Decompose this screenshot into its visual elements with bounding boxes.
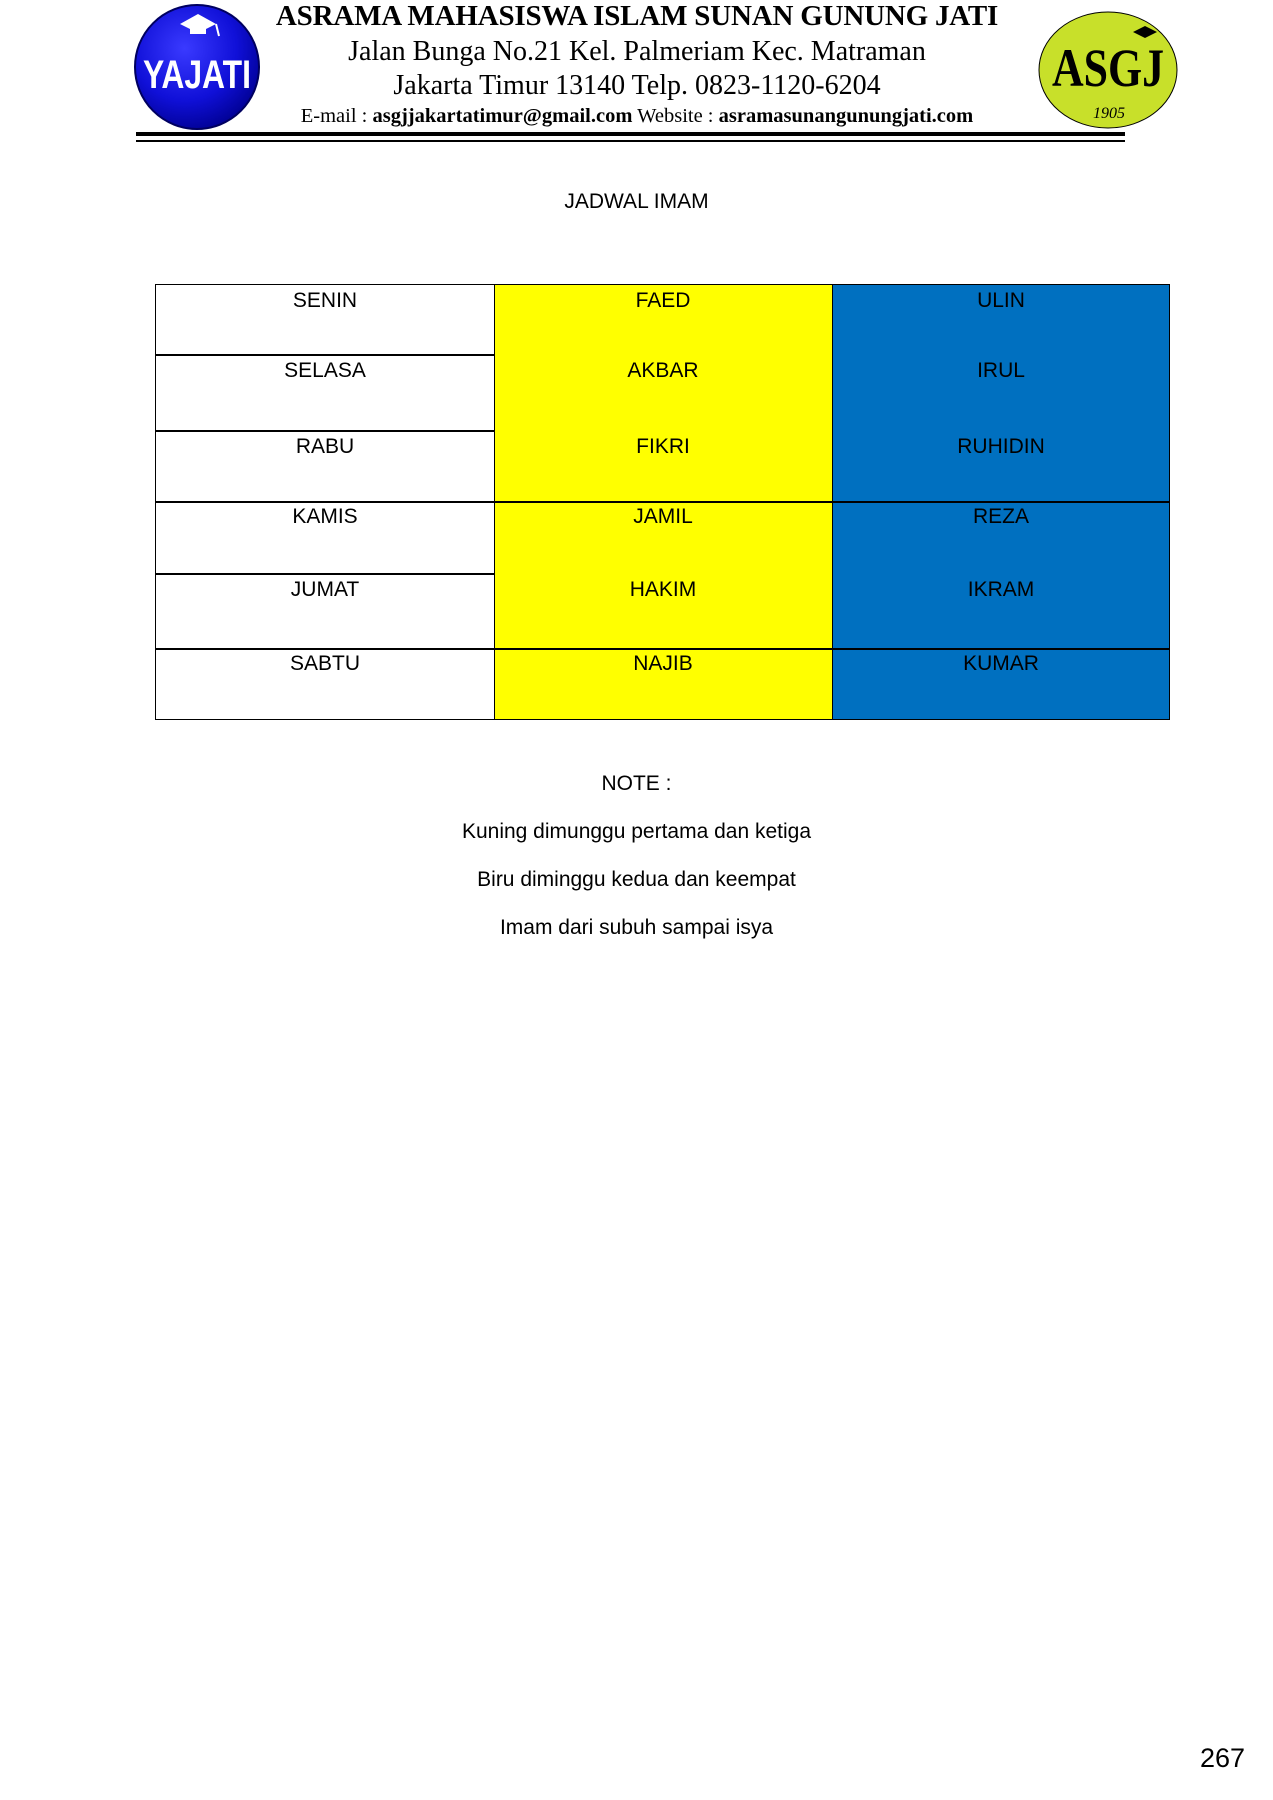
table-cell-blue: IKRAM	[967, 578, 1035, 601]
contact-line	[236, 105, 1038, 128]
row-divider	[156, 430, 494, 432]
letterhead-rule-thick	[136, 132, 1125, 136]
note-line: Biru diminggu kedua dan keempat	[477, 868, 796, 891]
note-heading: NOTE :	[601, 772, 672, 795]
table-cell-day: JUMAT	[290, 578, 360, 601]
document-title: JADWAL IMAM	[564, 190, 709, 213]
table-cell-day: RABU	[295, 435, 355, 458]
table-cell-blue: IRUL	[977, 359, 1025, 382]
asgj-logo	[1037, 10, 1179, 130]
note-line: Imam dari subuh sampai isya	[499, 916, 774, 939]
table-cell-blue: REZA	[972, 505, 1029, 528]
table-cell-yellow: JAMIL	[633, 505, 693, 528]
table-cell-yellow: NAJIB	[633, 652, 693, 675]
website-label: Website :	[632, 105, 719, 127]
svg-text:1905: 1905	[1093, 105, 1125, 122]
email-address: asgjjakartatimur@gmail.com	[372, 105, 633, 127]
table-cell-yellow: FIKRI	[636, 435, 690, 458]
row-divider	[156, 354, 494, 356]
institution-name: ASRAMA MAHASISWA ISLAM SUNAN GUNUNG JATI	[275, 0, 999, 32]
table-cell-blue: ULIN	[977, 289, 1025, 312]
row-divider	[156, 573, 494, 575]
letterhead-rule-thin	[136, 140, 1125, 142]
table-cell-day: SELASA	[284, 359, 366, 382]
row-divider	[156, 501, 1169, 503]
imam-schedule-table	[155, 284, 1170, 720]
table-cell-day: SABTU	[289, 652, 360, 675]
row-divider	[156, 648, 1169, 650]
address-line-2: Jakarta Timur 13140 Telp. 0823-1120-6204	[393, 70, 881, 101]
svg-text:ASGJ: ASGJ	[1052, 38, 1164, 98]
table-cell-day: SENIN	[292, 289, 358, 312]
table-cell-blue: KUMAR	[963, 652, 1039, 675]
table-cell-yellow: AKBAR	[627, 359, 699, 382]
svg-text:YAJATI: YAJATI	[143, 53, 251, 97]
note-line: Kuning dimunggu pertama dan ketiga	[461, 820, 812, 843]
table-cell-blue: RUHIDIN	[957, 435, 1045, 458]
address-line-1: Jalan Bunga No.21 Kel. Palmeriam Kec. Matraman	[348, 36, 926, 67]
website-address: asramasunangunungjati.com	[718, 105, 974, 127]
page-number: 267	[1199, 1743, 1245, 1773]
table-cell-yellow: HAKIM	[629, 578, 697, 601]
email-label: E-mail :	[300, 105, 373, 127]
table-cell-yellow: FAED	[635, 289, 691, 312]
table-cell-day: KAMIS	[292, 505, 358, 528]
